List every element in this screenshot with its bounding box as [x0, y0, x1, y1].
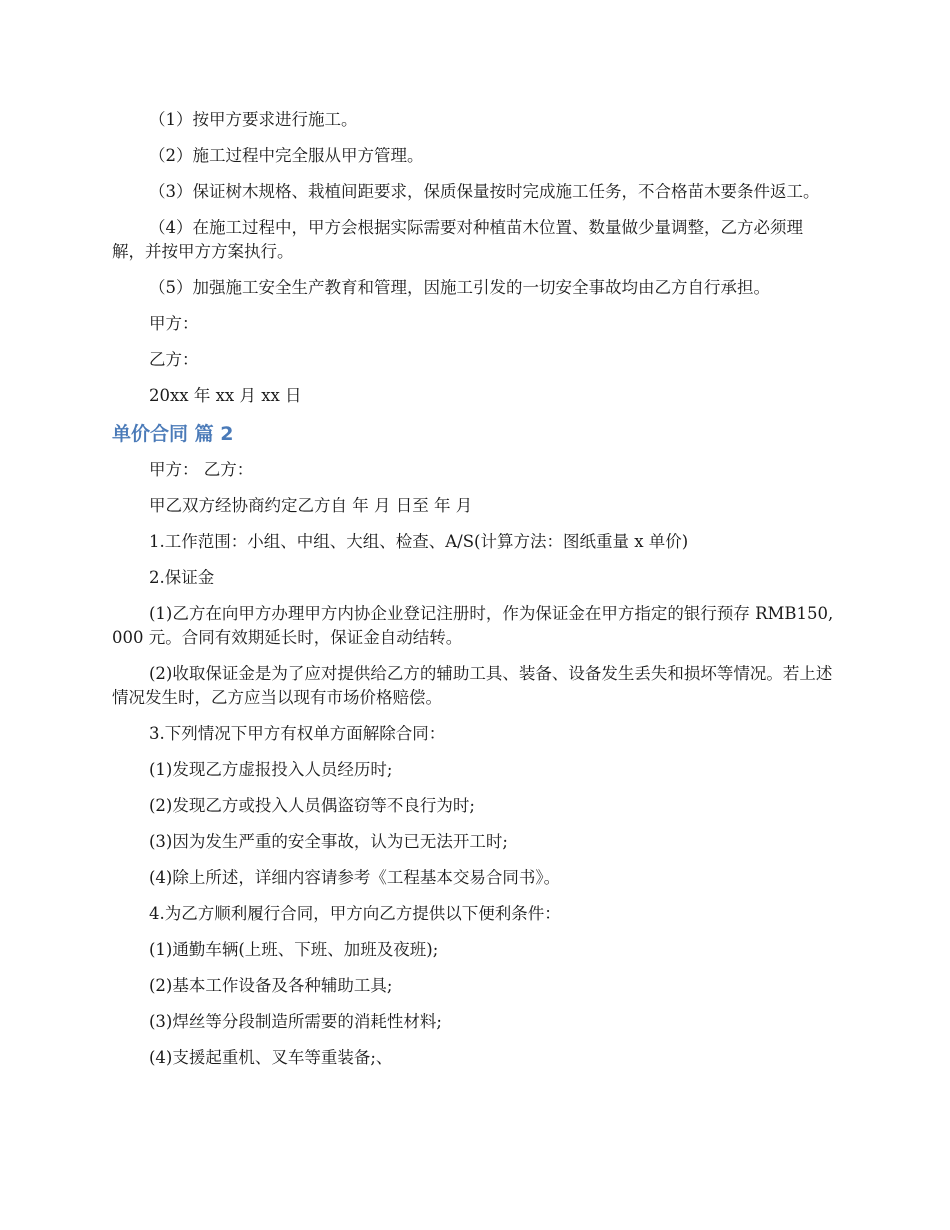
parties-line: 甲方： 乙方： [149, 460, 254, 479]
termination-item-4: (4)除上所述，详细内容请参考《工程基本交易合同书》。 [149, 868, 561, 887]
party-a-signature: 甲方： [149, 314, 199, 333]
termination-title: 3.下列情况下甲方有权单方面解除合同： [149, 724, 446, 743]
facilities-item-1: (1)通勤车辆(上班、下班、加班及夜班); [149, 940, 439, 959]
clause-1: （1）按甲方要求进行施工。 [149, 110, 358, 129]
termination-item-1: (1)发现乙方虚报投入人员经历时; [149, 760, 393, 779]
work-scope: 1.工作范围：小组、中组、大组、检查、A/S(计算方法：图纸重量 x 单价) [149, 532, 689, 551]
facilities-item-4: (4)支援起重机、叉车等重装备;、 [149, 1048, 393, 1067]
clause-4: （4）在施工过程中，甲方会根据实际需要对种植苗木位置、数量做少量调整，乙方必须理解，并按甲方方案执行。 [112, 218, 803, 261]
facilities-title: 4.为乙方顺利履行合同，甲方向乙方提供以下便利条件： [149, 904, 561, 923]
clause-2: （2）施工过程中完全服从甲方管理。 [149, 146, 424, 165]
clause-5: （5）加强施工安全生产教育和管理，因施工引发的一切安全事故均由乙方自行承担。 [149, 278, 770, 297]
termination-item-3: (3)因为发生严重的安全事故，认为已无法开工时; [149, 832, 508, 851]
deposit-item-1: (1)乙方在向甲方办理甲方内协企业登记注册时，作为保证金在甲方指定的银行预存 RMB150,000 元。合同有效期延长时，保证金自动结转。 [112, 604, 834, 647]
clause-3: （3）保证树木规格、栽植间距要求，保质保量按时完成施工任务，不合格苗木要条件返工。 [149, 182, 820, 201]
signature-date: 20xx 年 xx 月 xx 日 [149, 386, 302, 405]
section-heading: 单价合同 篇 2 [112, 423, 234, 445]
facilities-item-2: (2)基本工作设备及各种辅助工具; [149, 976, 393, 995]
party-b-signature: 乙方： [149, 350, 199, 369]
facilities-item-3: (3)焊丝等分段制造所需要的消耗性材料; [149, 1012, 442, 1031]
agreement-term: 甲乙双方经协商约定乙方自 年 月 日至 年 月 [149, 496, 473, 515]
deposit-title: 2.保证金 [149, 568, 215, 587]
deposit-item-2: (2)收取保证金是为了应对提供给乙方的辅助工具、装备、设备发生丢失和损坏等情况。若上述情况发生时，乙方应当以现有市场价格赔偿。 [112, 664, 833, 707]
termination-item-2: (2)发现乙方或投入人员偶盗窃等不良行为时; [149, 796, 475, 815]
document-body [112, 108, 834, 1082]
